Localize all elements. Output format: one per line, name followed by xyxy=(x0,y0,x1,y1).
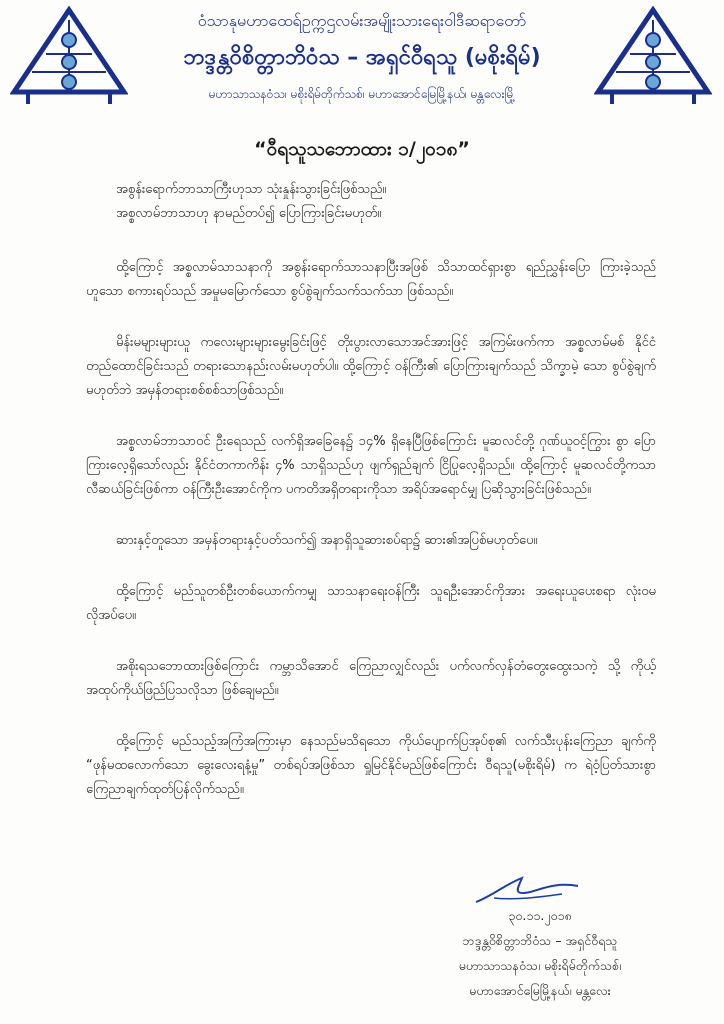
statement-title: “ဝီရသူသဘောထား ၁/၂၀၁၈” xyxy=(254,138,470,160)
statement-body xyxy=(86,178,656,826)
signatory-address-line-2: မဟာအောင်မြေမြို့နယ်၊ မန္တလေး xyxy=(469,983,611,998)
paragraph: အစ္စလာမ်ဘာသာဝင် ဦးရေသည် လက်ရှိအခြေနေ၌ ၁၄% ရှိနေပြီဖြစ်ကြောင်း မူဆလင်တို့ ဂုဏ်ယူဝင့်ကြွား စွာ ပြောကြားလေ့ရှိသော်လည်း နိုင်ငံတကာကိန်း ၄% သာရှိသည်ဟု ဖျက်ရှည်ချက် ငြိပြုလေ့ရှိသည်။ ထို့ကြောင့် မူဆလင်တို့ကသာ လီဆယ်ခြင်းဖြစ်ကာ ဝန်ကြီးဦးအောင်ကိုက ပကတိအရှိတရားကိုသာ အရိပ်အရောင်မျှ ပြဆိုသွားခြင်းဖြစ်သည်။ xyxy=(86,434,656,497)
signatory-name: ဘဒ္ဒန္တဝိစိတ္တာဘိဝံသ – အရှင်ဝီရသူ xyxy=(462,933,618,948)
paragraph: ထို့ကြောင့် အစ္စလာမ်သာသနာကို အစွန်းရောက်သာသနာပြီးအဖြစ် သိသာထင်ရှားစွာ ရည်ညွှန်းပြော ကြားခဲ့သည်ဟူသော စကားရပ်သည် အမှုမမြောက်သော စွပ်စွဲချက်သက်သက်သာ ဖြစ်သည်။ xyxy=(86,260,656,299)
paragraph: ဆားနှင့်တူသော အမှန်တရားနှင့်ပတ်သက်၍ အနာရှိသူဆားစပ်ရာ၌ ဆား၏အပြစ်မဟုတ်ပေ။ xyxy=(116,533,538,548)
signatory-address-line-1: မဟာသာသနဝံသ၊ မစိုးရိမ်တိုက်သစ်၊ xyxy=(458,958,622,973)
signature-block xyxy=(420,903,660,1003)
header-organization-line: ဝံသာနုမဟာထေရ်ဥက္ကဌလမ်းအမျိုးသားရေးဝါဒီဆရာတော် xyxy=(197,11,527,30)
paragraph: ထို့ကြောင့် မည်သူတစ်ဦးတစ်ယောက်ကမျှ သာသနာရေးဝန်ကြီး သူရဦးအောင်ကိုအား အရေးယူပေးစရာ လုံးဝမလိုအပ်ပေ။ xyxy=(86,584,656,623)
header-name-line: ဘဒ္ဒန္တဝိစိတ္တာဘိဝံသ – အရှင်ဝီရသူ (မစိုးရိမ်) xyxy=(183,45,541,70)
paragraph: အစိုးရသဘောထားဖြစ်ကြောင်း ကမ္ဘာသိအောင် ကြေညာလျှင်လည်း ပက်လက်လှန်တံတွေးထွေးသကဲ့ သို့ ကိုယ့်အထုပ်ကိုယ်ဖြည်ပြသလိုသာ ဖြစ်ချေမည်။ xyxy=(86,659,656,698)
emblem-logo-right xyxy=(594,6,712,106)
emblem-logo-left xyxy=(10,6,128,106)
opening-lines xyxy=(86,178,656,226)
paragraph: အစ္စလာမ်ဘာသာဟု နာမည်တပ်၍ ပြောကြားခြင်းမဟုတ်။ xyxy=(116,206,382,221)
paragraph: ထို့ကြောင့် မည်သည့်အကြံအကြားမှာ နေသည်မသိရသော ကိုယ်ပျောက်ပြအုပ်စု၏ လက်သီးပုန်းကြေညာ ချက်ကို “ဖုန်မထလောက်သော ခွေးလေးရနံ့မှု” တစ်ရပ်အဖြစ်သာ ရှုမြင်နိုင်မည်ဖြစ်ကြောင်း ဝီရသူ(မစိုးရိမ်) က ရဲဝံ့ပြတ်သားစွာ ကြေညာချက်ထုတ်ပြန်လိုက်သည်။ xyxy=(86,734,656,797)
statement-date: ၃၀.၁၁.၂၀၁၈ xyxy=(508,908,572,923)
header-address-line: မဟာသာသနဝံသ၊ မစိုးရိမ်တိုက်သစ်၊ မဟာအောင်မြေမြို့နယ်၊ မန္တလေးမြို့ xyxy=(208,87,516,101)
paragraph: အစွန်းရောက်ဘာသာကြီးဟုသာ သုံးနှုန်းသွားခြင်းဖြစ်သည်။ xyxy=(116,182,387,197)
paragraph: မိန်းမများများယူ ကလေးများများမွေးခြင်းဖြင့် တိုးပွားလာသောအင်အားဖြင့် အကြမ်းဖက်ကာ အစ္စလာမ်မစ် နိုင်ငံတည်ထောင်ခြင်းသည် တရားသောနည်းလမ်းမဟုတ်ပါ။ ထို့ကြောင့် ဝန်ကြီး၏ ပြောကြားချက်သည် သိက္ခာမဲ့ သော စွပ်စွဲချက်မဟုတ်ဘဲ အမှန်တရားစစ်စစ်သာဖြစ်သည်။ xyxy=(86,335,656,398)
